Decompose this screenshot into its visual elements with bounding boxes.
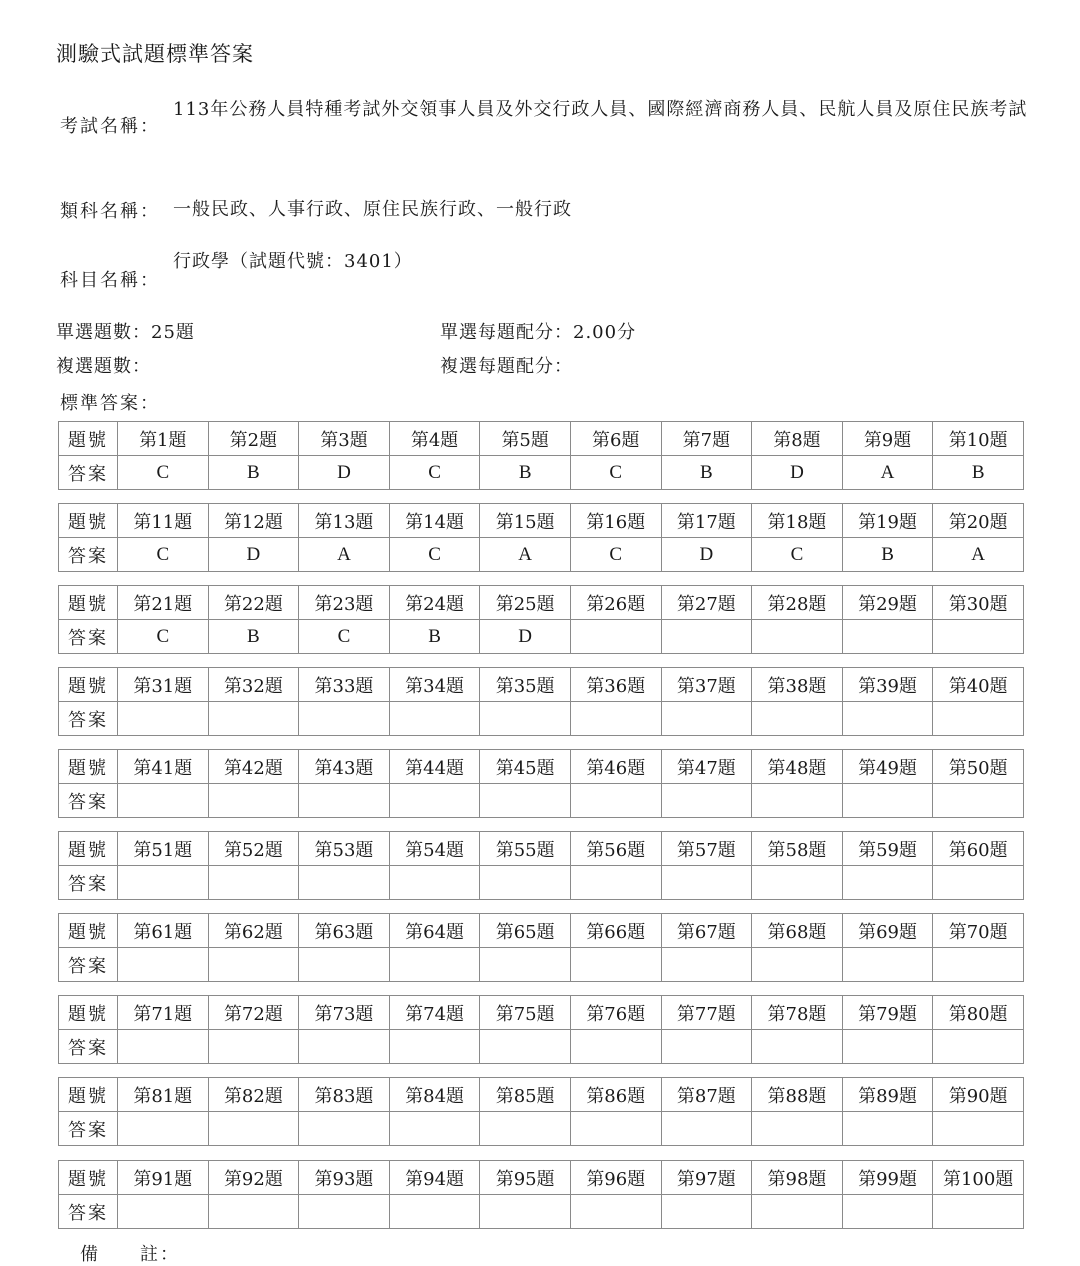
exam-name-value: 113年公務人員特種考試外交領事人員及外交行政人員、國際經濟商務人員、民航人員及原住民族考試 (173, 99, 1028, 120)
question-number-cell: 第7題 (661, 422, 752, 456)
question-number-cell: 第42題 (208, 750, 299, 784)
category-label: 類科名稱： (60, 201, 160, 222)
answer-cell (480, 866, 571, 900)
question-number-cell: 第90題 (933, 1078, 1024, 1112)
answer-cell (933, 702, 1024, 736)
answer-table-block (58, 995, 1024, 1064)
answer-cell (933, 784, 1024, 818)
answer-cell (118, 1195, 209, 1229)
answer-cell (299, 1195, 390, 1229)
question-number-cell: 第91題 (118, 1161, 209, 1195)
answer-row (59, 620, 1024, 654)
answer-row (59, 702, 1024, 736)
answer-cell (480, 1195, 571, 1229)
answer-cell (661, 948, 752, 982)
answer-cell: B (480, 456, 571, 490)
question-number-header: 題號 (59, 750, 118, 784)
answer-cell (299, 866, 390, 900)
question-number-cell: 第77題 (661, 996, 752, 1030)
multi-choice-count: 複選題數： (56, 356, 151, 377)
question-number-cell: 第74題 (389, 996, 480, 1030)
question-number-cell: 第86題 (570, 1078, 661, 1112)
answer-cell (118, 784, 209, 818)
answer-cell (570, 1195, 661, 1229)
answer-cell (570, 702, 661, 736)
answer-cell (842, 866, 933, 900)
answer-cell (208, 866, 299, 900)
answer-cell (661, 702, 752, 736)
question-number-cell: 第66題 (570, 914, 661, 948)
question-number-cell: 第71題 (118, 996, 209, 1030)
answer-cell: C (118, 456, 209, 490)
answer-cell (752, 620, 843, 654)
question-number-header: 題號 (59, 668, 118, 702)
question-number-cell: 第89題 (842, 1078, 933, 1112)
answer-cell: C (118, 620, 209, 654)
question-number-cell: 第50題 (933, 750, 1024, 784)
question-number-cell: 第18題 (752, 504, 843, 538)
question-number-header: 題號 (59, 586, 118, 620)
notes-label: 備 註： (80, 1244, 180, 1265)
question-number-cell: 第92題 (208, 1161, 299, 1195)
answer-cell (842, 1030, 933, 1064)
answer-cell: C (752, 538, 843, 572)
question-number-cell: 第84題 (389, 1078, 480, 1112)
answer-cell (570, 948, 661, 982)
standard-answers-label: 標準答案： (60, 393, 160, 414)
answer-cell (389, 1112, 480, 1146)
question-number-cell: 第15題 (480, 504, 571, 538)
question-number-row (59, 996, 1024, 1030)
answer-header: 答案 (59, 1030, 118, 1064)
answer-cell (570, 1030, 661, 1064)
answer-cell: B (389, 620, 480, 654)
answer-cell: C (570, 538, 661, 572)
answer-cell: B (208, 456, 299, 490)
answer-cell (299, 702, 390, 736)
question-number-cell: 第16題 (570, 504, 661, 538)
question-number-row (59, 668, 1024, 702)
multi-choice-score: 複選每題配分： (440, 356, 573, 377)
question-number-cell: 第33題 (299, 668, 390, 702)
subject-label: 科目名稱： (60, 270, 160, 291)
exam-name-label: 考試名稱： (60, 116, 160, 137)
answer-cell (208, 1112, 299, 1146)
answer-cell: C (299, 620, 390, 654)
answer-cell (208, 1030, 299, 1064)
question-number-cell: 第26題 (570, 586, 661, 620)
answer-cell (389, 702, 480, 736)
question-number-cell: 第23題 (299, 586, 390, 620)
question-number-cell: 第35題 (480, 668, 571, 702)
question-number-cell: 第69題 (842, 914, 933, 948)
answer-cell: D (480, 620, 571, 654)
answer-cell (570, 866, 661, 900)
answer-header: 答案 (59, 620, 118, 654)
answer-header: 答案 (59, 702, 118, 736)
answer-table-block (58, 421, 1024, 490)
answer-cell (389, 784, 480, 818)
category-value: 一般民政、人事行政、原住民族行政、一般行政 (173, 199, 572, 220)
question-number-row (59, 422, 1024, 456)
question-number-cell: 第49題 (842, 750, 933, 784)
question-number-cell: 第70題 (933, 914, 1024, 948)
question-number-cell: 第78題 (752, 996, 843, 1030)
answer-cell (570, 1112, 661, 1146)
answer-row (59, 866, 1024, 900)
answer-cell (299, 948, 390, 982)
answer-row (59, 1195, 1024, 1229)
answer-cell (661, 866, 752, 900)
answer-cell: B (933, 456, 1024, 490)
question-number-cell: 第27題 (661, 586, 752, 620)
answer-cell: C (389, 456, 480, 490)
question-number-cell: 第38題 (752, 668, 843, 702)
question-number-row (59, 586, 1024, 620)
answer-cell (842, 1195, 933, 1229)
answer-row (59, 948, 1024, 982)
answer-cell (118, 1112, 209, 1146)
subject-value: 行政學（試題代號：3401） (173, 251, 413, 272)
question-number-cell: 第53題 (299, 832, 390, 866)
question-number-cell: 第44題 (389, 750, 480, 784)
question-number-cell: 第11題 (118, 504, 209, 538)
question-number-cell: 第95題 (480, 1161, 571, 1195)
question-number-cell: 第59題 (842, 832, 933, 866)
answer-cell (389, 948, 480, 982)
question-number-cell: 第17題 (661, 504, 752, 538)
answer-cell (752, 702, 843, 736)
question-number-cell: 第79題 (842, 996, 933, 1030)
answer-cell (208, 1195, 299, 1229)
question-number-cell: 第9題 (842, 422, 933, 456)
answer-cell (752, 866, 843, 900)
answer-cell (661, 620, 752, 654)
answer-cell (299, 1112, 390, 1146)
answer-cell (118, 948, 209, 982)
question-number-cell: 第58題 (752, 832, 843, 866)
question-number-cell: 第45題 (480, 750, 571, 784)
answer-header: 答案 (59, 456, 118, 490)
question-number-cell: 第55題 (480, 832, 571, 866)
question-number-row (59, 504, 1024, 538)
answer-cell (842, 784, 933, 818)
question-number-cell: 第8題 (752, 422, 843, 456)
answer-cell (842, 948, 933, 982)
question-number-cell: 第34題 (389, 668, 480, 702)
question-number-row (59, 832, 1024, 866)
answer-table-block (58, 831, 1024, 900)
question-number-cell: 第88題 (752, 1078, 843, 1112)
question-number-cell: 第22題 (208, 586, 299, 620)
question-number-cell: 第64題 (389, 914, 480, 948)
question-number-cell: 第47題 (661, 750, 752, 784)
question-number-header: 題號 (59, 422, 118, 456)
question-number-cell: 第61題 (118, 914, 209, 948)
answer-cell (480, 702, 571, 736)
question-number-cell: 第82題 (208, 1078, 299, 1112)
answer-row (59, 784, 1024, 818)
answer-table-block (58, 585, 1024, 654)
question-number-cell: 第81題 (118, 1078, 209, 1112)
question-number-header: 題號 (59, 832, 118, 866)
answer-cell (299, 1030, 390, 1064)
question-number-cell: 第31題 (118, 668, 209, 702)
answer-cell (480, 784, 571, 818)
answer-cell (933, 1195, 1024, 1229)
answer-cell (842, 620, 933, 654)
answer-table-block (58, 749, 1024, 818)
question-number-cell: 第94題 (389, 1161, 480, 1195)
answer-cell (661, 1030, 752, 1064)
question-number-cell: 第96題 (570, 1161, 661, 1195)
question-number-cell: 第62題 (208, 914, 299, 948)
answer-cell (661, 1195, 752, 1229)
answer-cell: A (299, 538, 390, 572)
single-choice-count: 單選題數：25題 (56, 322, 195, 343)
answer-cell: D (208, 538, 299, 572)
answer-cell (752, 1030, 843, 1064)
answer-cell (389, 1195, 480, 1229)
question-number-cell: 第57題 (661, 832, 752, 866)
question-number-cell: 第98題 (752, 1161, 843, 1195)
question-number-cell: 第5題 (480, 422, 571, 456)
answer-header: 答案 (59, 948, 118, 982)
question-number-cell: 第65題 (480, 914, 571, 948)
answer-cell (299, 784, 390, 818)
question-number-cell: 第63題 (299, 914, 390, 948)
question-number-cell: 第46題 (570, 750, 661, 784)
question-number-cell: 第13題 (299, 504, 390, 538)
answer-cell (570, 620, 661, 654)
answer-table-block (58, 913, 1024, 982)
answer-cell (661, 784, 752, 818)
answer-row (59, 1030, 1024, 1064)
question-number-cell: 第41題 (118, 750, 209, 784)
question-number-cell: 第48題 (752, 750, 843, 784)
question-number-cell: 第93題 (299, 1161, 390, 1195)
answer-table-block (58, 1077, 1024, 1146)
answer-header: 答案 (59, 784, 118, 818)
answer-cell (208, 702, 299, 736)
answer-cell (933, 620, 1024, 654)
answer-header: 答案 (59, 1112, 118, 1146)
question-number-cell: 第56題 (570, 832, 661, 866)
question-number-cell: 第25題 (480, 586, 571, 620)
question-number-header: 題號 (59, 914, 118, 948)
question-number-cell: 第54題 (389, 832, 480, 866)
question-number-cell: 第67題 (661, 914, 752, 948)
answer-cell (752, 948, 843, 982)
question-number-cell: 第32題 (208, 668, 299, 702)
answer-header: 答案 (59, 866, 118, 900)
answer-cell (389, 1030, 480, 1064)
question-number-cell: 第40題 (933, 668, 1024, 702)
question-number-cell: 第100題 (933, 1161, 1024, 1195)
question-number-cell: 第73題 (299, 996, 390, 1030)
question-number-cell: 第30題 (933, 586, 1024, 620)
answer-cell: C (389, 538, 480, 572)
question-number-cell: 第76題 (570, 996, 661, 1030)
answer-row (59, 456, 1024, 490)
question-number-cell: 第21題 (118, 586, 209, 620)
answer-cell (389, 866, 480, 900)
answer-cell: D (661, 538, 752, 572)
question-number-cell: 第3題 (299, 422, 390, 456)
answer-cell (208, 948, 299, 982)
document-title: 測驗式試題標準答案 (56, 42, 254, 66)
answer-header: 答案 (59, 1195, 118, 1229)
question-number-cell: 第39題 (842, 668, 933, 702)
answer-cell (661, 1112, 752, 1146)
answer-cell: D (299, 456, 390, 490)
answer-cell (752, 1195, 843, 1229)
answer-cell: C (570, 456, 661, 490)
question-number-header: 題號 (59, 504, 118, 538)
question-number-cell: 第14題 (389, 504, 480, 538)
answer-cell (570, 784, 661, 818)
answer-cell (933, 1112, 1024, 1146)
answer-cell (933, 1030, 1024, 1064)
question-number-cell: 第36題 (570, 668, 661, 702)
question-number-cell: 第43題 (299, 750, 390, 784)
question-number-header: 題號 (59, 1161, 118, 1195)
question-number-header: 題號 (59, 1078, 118, 1112)
question-number-cell: 第99題 (842, 1161, 933, 1195)
answer-cell (118, 702, 209, 736)
question-number-cell: 第87題 (661, 1078, 752, 1112)
question-number-row (59, 1161, 1024, 1195)
answer-row (59, 1112, 1024, 1146)
answer-cell (118, 1030, 209, 1064)
question-number-cell: 第2題 (208, 422, 299, 456)
question-number-cell: 第60題 (933, 832, 1024, 866)
question-number-cell: 第83題 (299, 1078, 390, 1112)
answer-cell (208, 784, 299, 818)
question-number-cell: 第72題 (208, 996, 299, 1030)
answer-cell (480, 1030, 571, 1064)
question-number-cell: 第28題 (752, 586, 843, 620)
question-number-cell: 第68題 (752, 914, 843, 948)
answer-table-block (58, 1160, 1024, 1229)
question-number-cell: 第85題 (480, 1078, 571, 1112)
answer-cell: A (480, 538, 571, 572)
answer-cell: A (842, 456, 933, 490)
question-number-row (59, 750, 1024, 784)
question-number-cell: 第80題 (933, 996, 1024, 1030)
question-number-cell: 第37題 (661, 668, 752, 702)
answer-table-block (58, 667, 1024, 736)
answer-cell: B (208, 620, 299, 654)
answer-cell: B (842, 538, 933, 572)
question-number-cell: 第20題 (933, 504, 1024, 538)
answer-cell (752, 784, 843, 818)
question-number-row (59, 1078, 1024, 1112)
answer-cell: A (933, 538, 1024, 572)
question-number-cell: 第24題 (389, 586, 480, 620)
answer-cell: D (752, 456, 843, 490)
question-number-cell: 第52題 (208, 832, 299, 866)
question-number-cell: 第12題 (208, 504, 299, 538)
question-number-header: 題號 (59, 996, 118, 1030)
question-number-cell: 第51題 (118, 832, 209, 866)
answer-header: 答案 (59, 538, 118, 572)
answer-row (59, 538, 1024, 572)
answer-cell (842, 702, 933, 736)
question-number-cell: 第75題 (480, 996, 571, 1030)
question-number-cell: 第4題 (389, 422, 480, 456)
answer-cell (480, 1112, 571, 1146)
question-number-cell: 第10題 (933, 422, 1024, 456)
answer-cell (933, 866, 1024, 900)
answer-table-block (58, 503, 1024, 572)
answer-cell: C (118, 538, 209, 572)
question-number-cell: 第19題 (842, 504, 933, 538)
answer-cell (842, 1112, 933, 1146)
question-number-cell: 第6題 (570, 422, 661, 456)
question-number-cell: 第97題 (661, 1161, 752, 1195)
question-number-cell: 第1題 (118, 422, 209, 456)
answer-cell: B (661, 456, 752, 490)
question-number-cell: 第29題 (842, 586, 933, 620)
answer-cell (118, 866, 209, 900)
answer-cell (752, 1112, 843, 1146)
answer-cell (933, 948, 1024, 982)
question-number-row (59, 914, 1024, 948)
single-choice-score: 單選每題配分：2.00分 (440, 322, 637, 343)
answer-cell (480, 948, 571, 982)
